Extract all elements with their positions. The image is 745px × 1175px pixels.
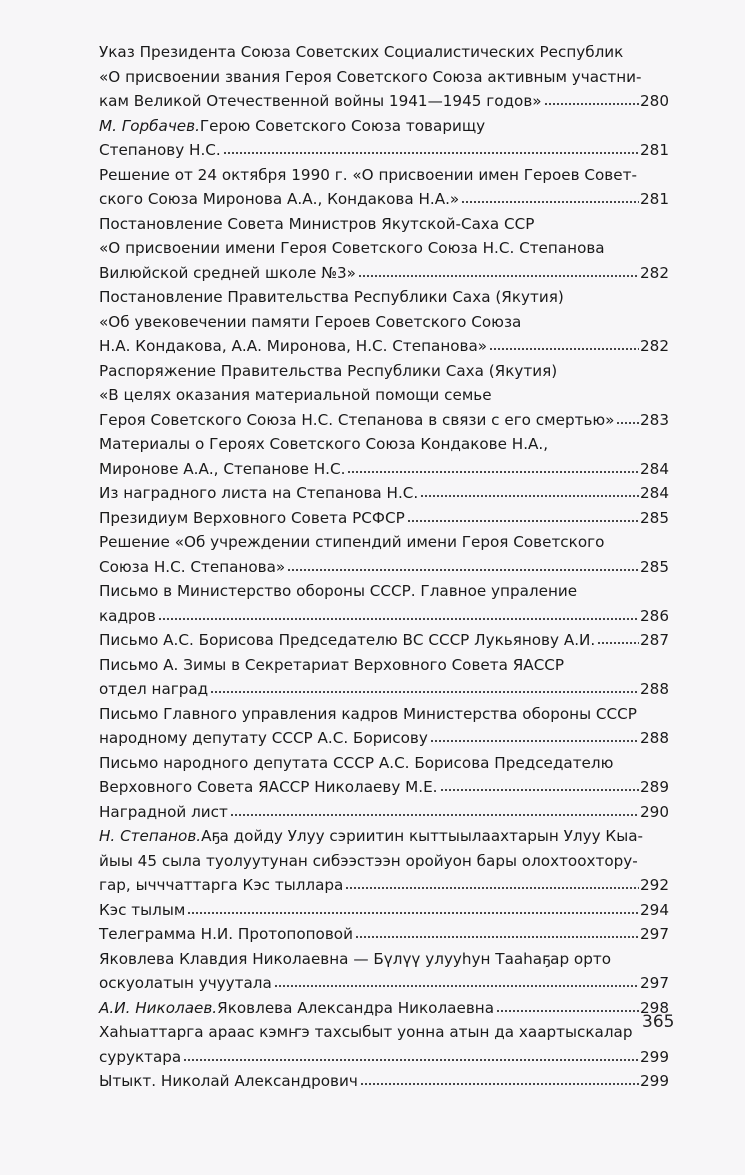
toc-entry-title-line: суруктара (99, 1047, 182, 1066)
toc-entry-page: 297 (640, 925, 669, 943)
toc-entry-title-line: Степанову Н.С. (99, 141, 221, 159)
toc-entry-page: 289 (640, 778, 669, 796)
toc-entry-line (99, 653, 669, 678)
toc-entry-title-line: Союза Н.С. Степанова» (99, 557, 286, 576)
dot-leader (496, 1009, 639, 1013)
toc-entry-title-line: «О присвоении имени Героя Советского Союза Н.С. Степанова (99, 239, 605, 257)
toc-entry-line (99, 432, 669, 457)
toc-entry-title-line: Материалы о Героях Советского Союза Кондакове Н.А., (99, 435, 549, 453)
toc-entry (99, 996, 669, 1021)
dot-leader (223, 151, 639, 155)
toc-entry (99, 751, 669, 800)
dot-leader (345, 886, 639, 890)
toc-entry (99, 702, 669, 751)
dot-leader (440, 788, 639, 792)
toc-entry-page: 288 (640, 729, 669, 747)
dot-leader (187, 911, 639, 915)
toc-entry-line (99, 726, 669, 751)
toc-entry-line (99, 530, 669, 555)
toc-entry-page: 292 (640, 876, 669, 894)
dot-leader (347, 470, 639, 474)
toc-entry-title-line: Письмо народного депутата СССР А.С. Борисова Председателю (99, 753, 614, 772)
toc-entry-title-line: Кэс тылым (99, 900, 186, 919)
toc-entry-page: 281 (640, 190, 669, 208)
toc-entry-title-line: Письмо Главного управления кадров Министерства обороны СССР (99, 704, 637, 723)
toc-entry-line (99, 212, 669, 237)
toc-entry-line (99, 1069, 669, 1094)
toc-entry-line (99, 114, 669, 139)
toc-entry (99, 114, 669, 163)
toc-entry-title-line: «О присвоении звания Героя Советского Союза активным участни- (99, 67, 642, 86)
dot-leader (210, 690, 639, 694)
toc-entry-line (99, 187, 669, 212)
toc-entry-page: 299 (640, 1047, 669, 1066)
toc-entry-title-line: гар, ычччаттарга Кэс тыллара (99, 876, 344, 894)
toc-entry-title-line: «В целях оказания материальной помощи семье (99, 386, 492, 404)
toc-entry-title-line: Ытыкт. Николай Александрович (99, 1072, 358, 1090)
toc-entry (99, 898, 669, 923)
toc-entry-title-line: Аҕа дойду Улуу сэриитин кыттыылаахтарын Улуу Кыа- (201, 827, 643, 845)
toc-entry-page: 285 (640, 508, 669, 527)
toc-entry-title-line: Распоряжение Правительства Республики Саха (Якутия) (99, 361, 558, 380)
page-number: 365 (642, 1012, 675, 1032)
toc-entry (99, 922, 669, 947)
toc-entry-page: 298 (640, 998, 669, 1017)
toc-entry (99, 1069, 669, 1094)
toc-entry (99, 481, 669, 506)
toc-entry-line (99, 457, 669, 482)
toc-entry (99, 163, 669, 212)
table-of-contents (99, 40, 669, 1094)
toc-entry-title-line: отдел наград (99, 680, 209, 698)
toc-entry-title-line: Решение «Об учреждении стипендий имени Героя Советского (99, 533, 605, 551)
toc-entry-line (99, 285, 669, 310)
toc-entry-line (99, 996, 669, 1021)
toc-entry-title-line: Письмо А.С. Борисова Председателю ВС СССР Лукьянову А.И. (99, 631, 596, 649)
toc-entry (99, 800, 669, 825)
toc-entry-author: А.И. Николаев. (99, 998, 218, 1017)
toc-entry-title-line: Наградной лист (99, 802, 228, 821)
dot-leader (230, 813, 639, 817)
dot-leader (489, 347, 639, 351)
toc-entry-page: 285 (640, 557, 669, 576)
toc-entry-title-line: Н.А. Кондакова, А.А. Миронова, Н.С. Степанова» (99, 337, 488, 355)
dot-leader (544, 102, 639, 106)
dot-leader (287, 568, 639, 572)
toc-entry-page: 282 (640, 263, 669, 282)
toc-entry-line (99, 163, 669, 188)
toc-entry-title-line: Решение от 24 октября 1990 г. «О присвоении имен Героев Совет- (99, 165, 637, 184)
toc-entry-line (99, 849, 669, 874)
toc-entry (99, 1020, 669, 1069)
toc-entry (99, 653, 669, 702)
dot-leader (407, 519, 639, 523)
toc-entry-title-line: Вилюйской средней школе №3» (99, 263, 356, 282)
toc-entry-page: 283 (640, 410, 669, 429)
toc-entry-line (99, 604, 669, 629)
toc-entry-line (99, 579, 669, 604)
toc-entry (99, 824, 669, 898)
dot-leader (420, 494, 639, 498)
toc-entry (99, 947, 669, 996)
toc-entry (99, 628, 669, 653)
toc-entry (99, 285, 669, 359)
toc-entry-title-line: Телеграмма Н.И. Протопоповой (99, 925, 353, 943)
toc-entry-line (99, 1045, 669, 1070)
toc-entry-line (99, 310, 669, 335)
toc-entry-page: 284 (640, 459, 669, 478)
toc-entry (99, 432, 669, 481)
toc-entry-page: 287 (640, 631, 669, 649)
dot-leader (616, 421, 639, 425)
toc-entry-line (99, 383, 669, 408)
toc-entry-line (99, 702, 669, 727)
toc-entry-title-line: Верховного Совета ЯАССР Николаеву М.Е. (99, 778, 438, 796)
toc-entry (99, 506, 669, 531)
toc-entry (99, 212, 669, 286)
toc-entry-line (99, 359, 669, 384)
toc-entry-page: 294 (640, 900, 669, 919)
toc-entry-title-line: ского Союза Миронова А.А., Кондакова Н.А.» (99, 190, 460, 208)
toc-entry-page: 281 (640, 141, 669, 159)
toc-entry-title-line: кам Великой Отечественной войны 1941—1945 годов» (99, 92, 542, 110)
toc-entry-title-line: Яковлева Клавдия Николаевна — Бүлүү улууһун Тааһаҕар орто (99, 949, 612, 968)
toc-entry-line (99, 947, 669, 972)
toc-entry-title-line: Хаһыаттарга араас кэмҥэ тахсыбыт уонна атын да хаартыскалар (99, 1023, 633, 1041)
toc-entry-page: 282 (640, 337, 669, 355)
toc-entry-line (99, 481, 669, 506)
toc-entry-line (99, 89, 669, 114)
toc-entry-page: 290 (640, 802, 669, 821)
toc-entry-page: 280 (640, 92, 669, 110)
toc-entry-line (99, 236, 669, 261)
toc-entry-line (99, 873, 669, 898)
toc-entry-page: 284 (640, 484, 669, 502)
toc-entry-line (99, 65, 669, 90)
dot-leader (274, 984, 639, 988)
toc-entry (99, 530, 669, 579)
toc-entry-line (99, 971, 669, 996)
toc-entry-line (99, 555, 669, 580)
toc-entry-title-line: Указ Президента Союза Советских Социалистических Республик (99, 43, 624, 61)
dot-leader (461, 200, 639, 204)
dot-leader (358, 274, 639, 278)
toc-entry-author: Н. Степанов. (99, 827, 202, 845)
toc-entry-page: 286 (640, 606, 669, 625)
toc-entry-line (99, 334, 669, 359)
dot-leader (360, 1082, 639, 1086)
toc-entry-line (99, 40, 669, 65)
toc-entry-line (99, 628, 669, 653)
toc-entry (99, 359, 669, 433)
toc-entry-title-line: народному депутату СССР А.С. Борисову (99, 729, 428, 747)
toc-entry (99, 40, 669, 114)
toc-entry-title-line: Постановление Правительства Республики Саха (Якутия) (99, 288, 564, 306)
toc-entry-title-line: «Об увековечении памяти Героев Советского Союза (99, 312, 522, 331)
toc-entry-line (99, 800, 669, 825)
toc-entry-title-line: Письмо в Министерство обороны СССР. Главное упраление (99, 582, 578, 600)
toc-entry (99, 579, 669, 628)
toc-entry-title-line: йыы 45 сыла туолуутунан сибээстээн оройуон бары олохтоохтору- (99, 851, 638, 870)
toc-entry-title-line: Герою Советского Союза товарищу (199, 116, 486, 135)
toc-entry-line (99, 506, 669, 531)
toc-entry-title-line: кадров (99, 606, 156, 625)
toc-entry-line (99, 898, 669, 923)
toc-entry-title-line: Президиум Верховного Совета РСФСР (99, 508, 405, 527)
toc-entry-line (99, 261, 669, 286)
dot-leader (430, 739, 639, 743)
toc-entry-line (99, 751, 669, 776)
toc-entry-title-line: Постановление Совета Министров Якутской-Саха ССР (99, 214, 535, 233)
toc-entry-title-line: Героя Советского Союза Н.С. Степанова в связи с его смертью» (99, 410, 615, 429)
toc-entry-line (99, 408, 669, 433)
toc-entry-line (99, 677, 669, 702)
toc-entry-title-line: Миронове А.А., Степанове Н.С. (99, 459, 346, 478)
toc-entry-author: М. Горбачев. (99, 116, 200, 135)
toc-entry-title-line: оскуолатын учуутала (99, 974, 272, 992)
dot-leader (158, 617, 639, 621)
dot-leader (183, 1058, 639, 1062)
dot-leader (597, 641, 639, 645)
dot-leader (355, 935, 639, 939)
toc-entry-line (99, 824, 669, 849)
toc-entry-line (99, 138, 669, 163)
toc-entry-page: 288 (640, 680, 669, 698)
toc-entry-title-line: Из наградного листа на Степанова Н.С. (99, 484, 419, 502)
toc-entry-line (99, 775, 669, 800)
toc-entry-title-line: Яковлева Александра Николаевна (217, 998, 495, 1017)
toc-entry-line (99, 1020, 669, 1045)
toc-entry-title-line: Письмо А. Зимы в Секретариат Верховного Совета ЯАССР (99, 655, 565, 674)
toc-entry-page: 299 (640, 1072, 669, 1090)
toc-entry-line (99, 922, 669, 947)
toc-entry-page: 297 (640, 974, 669, 992)
